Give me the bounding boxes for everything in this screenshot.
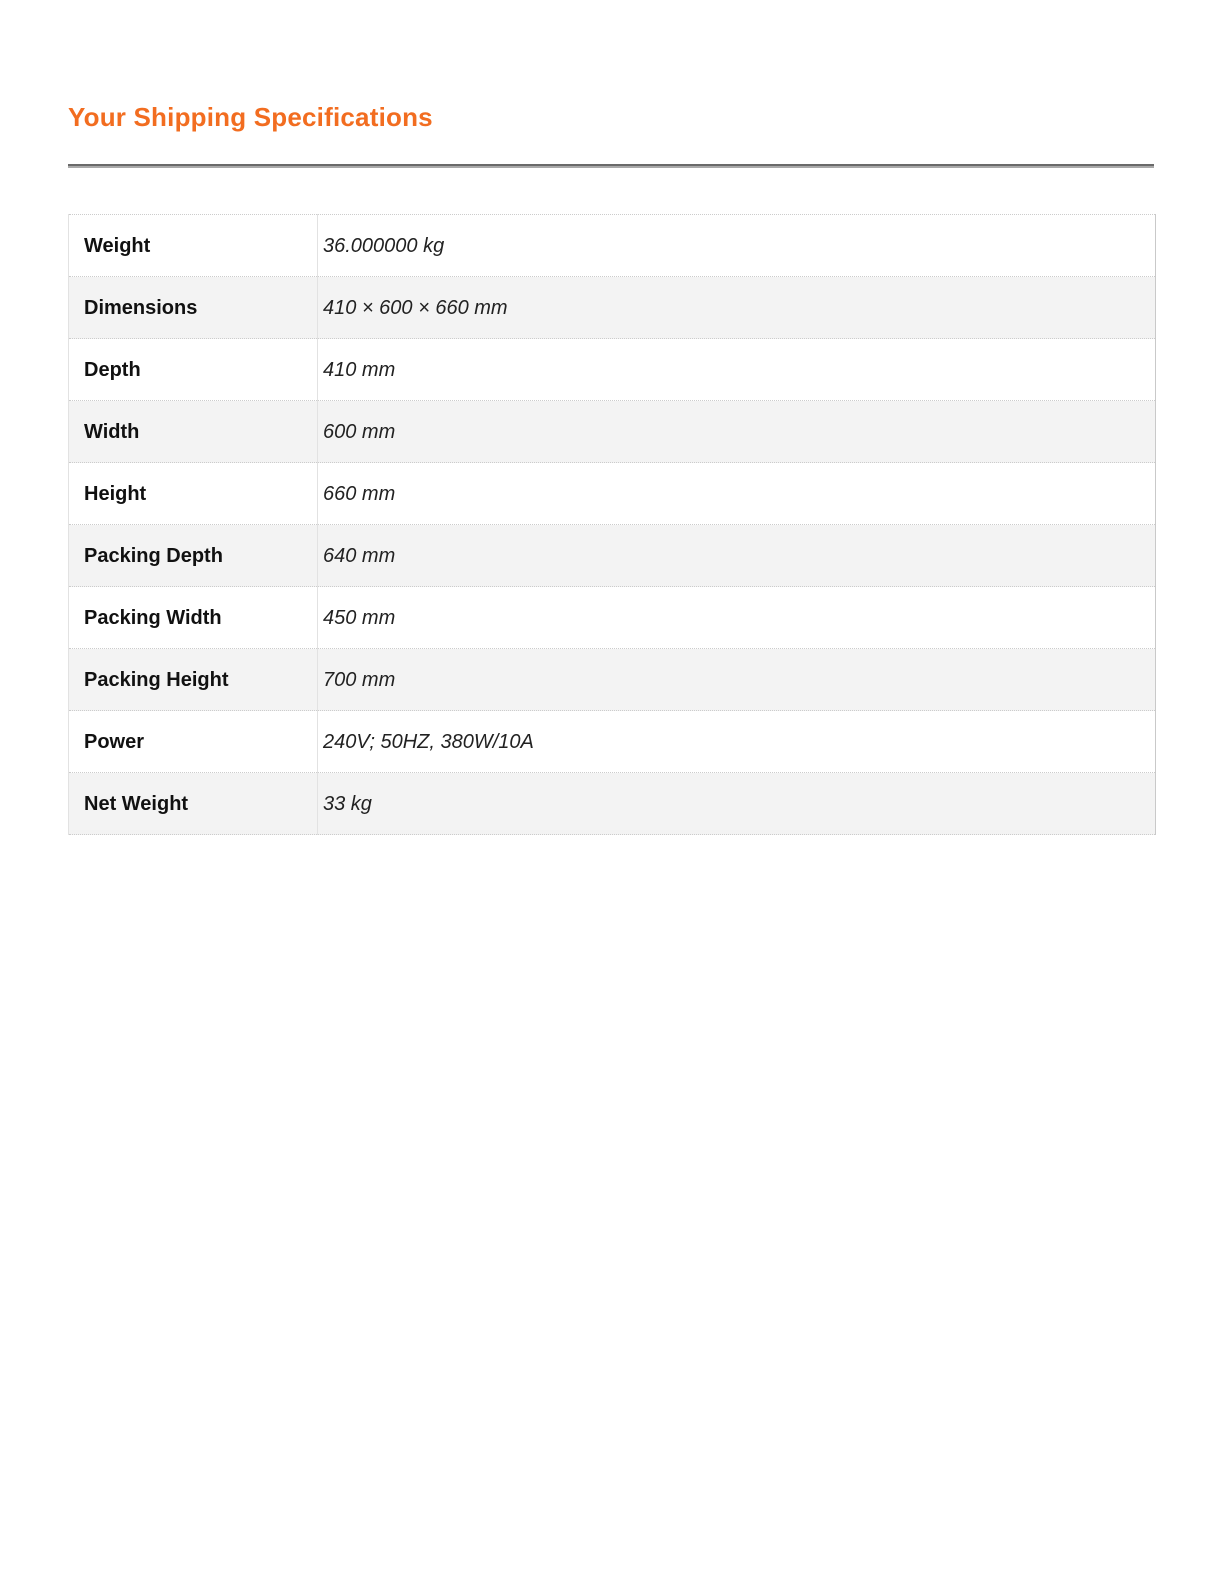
spec-row [69, 339, 1156, 401]
spec-value: 36.000000 kg [318, 215, 1156, 277]
spec-value: 410 mm [318, 339, 1156, 401]
spec-label: Power [69, 711, 318, 773]
spec-row [69, 587, 1156, 649]
spec-value: 33 kg [318, 773, 1156, 835]
spec-row [69, 773, 1156, 835]
spec-row [69, 711, 1156, 773]
spec-label: Height [69, 463, 318, 525]
spec-row [69, 463, 1156, 525]
spec-value: 640 mm [318, 525, 1156, 587]
spec-label: Dimensions [69, 277, 318, 339]
spec-table [68, 214, 1156, 835]
spec-value: 600 mm [318, 401, 1156, 463]
spec-row [69, 277, 1156, 339]
divider-rule [68, 164, 1154, 168]
spec-value: 410 × 600 × 660 mm [318, 277, 1156, 339]
spec-value: 700 mm [318, 649, 1156, 711]
page-title: Your Shipping Specifications [68, 102, 433, 132]
spec-value: 240V; 50HZ, 380W/10A [318, 711, 1156, 773]
spec-row [69, 649, 1156, 711]
spec-label: Net Weight [69, 773, 318, 835]
spec-table-body [69, 215, 1156, 835]
spec-row [69, 215, 1156, 277]
spec-label: Depth [69, 339, 318, 401]
spec-value: 660 mm [318, 463, 1156, 525]
spec-label: Packing Depth [69, 525, 318, 587]
spec-label: Packing Height [69, 649, 318, 711]
spec-label: Packing Width [69, 587, 318, 649]
spec-row [69, 525, 1156, 587]
spec-value: 450 mm [318, 587, 1156, 649]
spec-row [69, 401, 1156, 463]
spec-label: Width [69, 401, 318, 463]
page-content [68, 0, 1156, 835]
spec-label: Weight [69, 215, 318, 277]
